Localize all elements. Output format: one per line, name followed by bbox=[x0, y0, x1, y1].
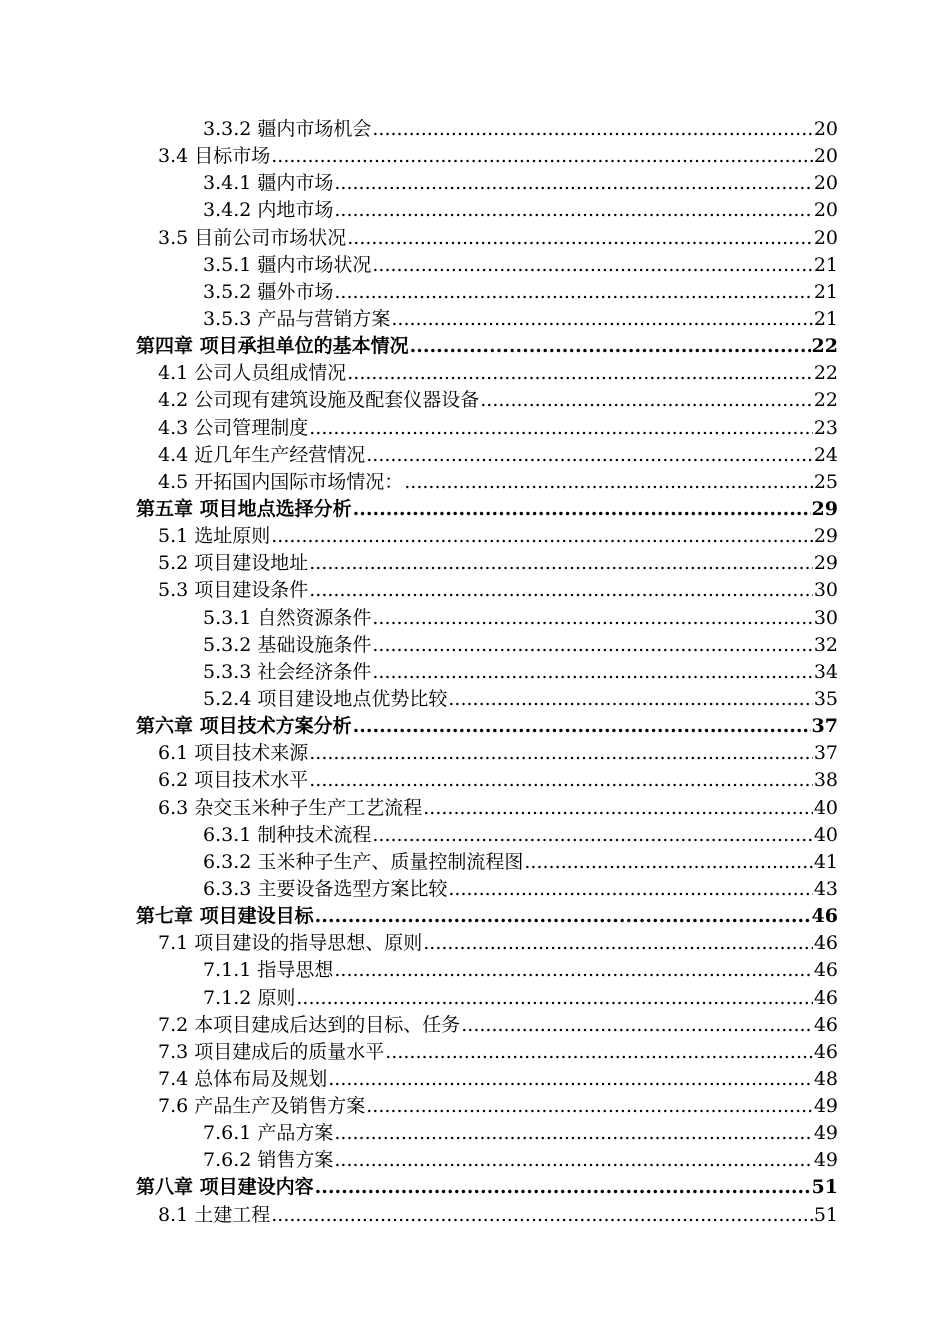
toc-dot-leader bbox=[334, 281, 812, 303]
toc-entry-title: 3.5.1 疆内市场状况 bbox=[203, 253, 372, 276]
toc-dot-leader bbox=[423, 932, 813, 954]
toc-entry-title: 3.5 目前公司市场状况 bbox=[158, 226, 347, 249]
toc-entry-title: 3.5.2 疆外市场 bbox=[203, 280, 334, 303]
toc-dot-leader bbox=[271, 525, 813, 547]
toc-entry[interactable] bbox=[136, 575, 838, 602]
toc-entry-title: 5.3.1 自然资源条件 bbox=[203, 606, 372, 629]
toc-page-number: 22 bbox=[813, 389, 838, 412]
toc-entry-title: 5.2 项目建设地址 bbox=[158, 552, 309, 575]
toc-dot-leader bbox=[309, 579, 813, 601]
toc-dot-leader bbox=[315, 1176, 811, 1198]
toc-entry[interactable] bbox=[136, 955, 838, 982]
toc-entry[interactable] bbox=[136, 168, 838, 195]
toc-page-number: 20 bbox=[813, 172, 838, 195]
toc-entry-title: 3.4 目标市场 bbox=[158, 145, 271, 168]
toc-dot-leader bbox=[315, 905, 811, 927]
toc-page-number: 20 bbox=[813, 199, 838, 222]
toc-entry-title: 7.6 产品生产及销售方案 bbox=[158, 1095, 366, 1118]
toc-entry[interactable] bbox=[136, 467, 838, 494]
toc-entry[interactable] bbox=[136, 738, 838, 765]
toc-page-number: 30 bbox=[813, 606, 838, 629]
toc-entry-title: 3.5.3 产品与营销方案 bbox=[203, 307, 391, 330]
toc-page-number: 20 bbox=[813, 118, 838, 140]
toc-entry-title: 3.4.1 疆内市场 bbox=[203, 172, 334, 195]
toc-dot-leader bbox=[334, 199, 812, 221]
toc-page-number: 20 bbox=[813, 226, 838, 249]
toc-dot-leader bbox=[353, 498, 811, 520]
toc-dot-leader bbox=[410, 335, 811, 357]
toc-entry-title: 7.2 本项目建成后达到的目标、任务 bbox=[158, 1013, 461, 1036]
toc-entry[interactable] bbox=[136, 928, 838, 955]
toc-entry[interactable] bbox=[136, 195, 838, 222]
toc-dot-leader bbox=[480, 389, 813, 411]
toc-dot-leader bbox=[372, 824, 812, 846]
toc-page-number: 46 bbox=[813, 959, 838, 982]
toc-page-number: 21 bbox=[813, 253, 838, 276]
toc-entry-title: 8.1 土建工程 bbox=[158, 1203, 271, 1226]
toc-dot-leader bbox=[391, 308, 812, 330]
toc-entry[interactable] bbox=[136, 630, 838, 657]
toc-dot-leader bbox=[404, 471, 813, 493]
toc-page-number: 48 bbox=[813, 1067, 838, 1090]
toc-page-number: 25 bbox=[813, 470, 838, 493]
toc-dot-leader bbox=[385, 1041, 813, 1063]
toc-page-number: 51 bbox=[811, 1176, 838, 1199]
toc-entry[interactable] bbox=[136, 1118, 838, 1145]
toc-entry-title: 7.3 项目建成后的质量水平 bbox=[158, 1040, 385, 1063]
toc-entry[interactable] bbox=[136, 765, 838, 792]
toc-dot-leader bbox=[448, 878, 812, 900]
toc-entry[interactable] bbox=[136, 440, 838, 467]
toc-page-number: 46 bbox=[813, 932, 838, 955]
toc-entry-title: 5.3 项目建设条件 bbox=[158, 579, 309, 602]
toc-entry-title: 6.2 项目技术水平 bbox=[158, 769, 309, 792]
toc-entry[interactable] bbox=[136, 141, 838, 168]
toc-dot-leader bbox=[372, 607, 812, 629]
toc-entry[interactable] bbox=[136, 1037, 838, 1064]
toc-entry-title: 5.3.2 基础设施条件 bbox=[203, 633, 372, 656]
toc-entry[interactable] bbox=[136, 1091, 838, 1118]
toc-entry[interactable] bbox=[136, 250, 838, 277]
toc-entry-title: 7.1 项目建设的指导思想、原则 bbox=[158, 932, 423, 955]
toc-entry-title: 4.1 公司人员组成情况 bbox=[158, 362, 347, 385]
toc-page-number: 29 bbox=[813, 552, 838, 575]
toc-page-number: 46 bbox=[811, 905, 838, 928]
toc-page-number: 20 bbox=[813, 145, 838, 168]
toc-page-number: 43 bbox=[813, 877, 838, 900]
toc-dot-leader bbox=[309, 742, 813, 764]
toc-dot-leader bbox=[347, 362, 813, 384]
toc-entry-title: 第八章 项目建设内容 bbox=[136, 1176, 314, 1199]
toc-entry-title: 第六章 项目技术方案分析 bbox=[136, 715, 352, 738]
toc-dot-leader bbox=[423, 797, 813, 819]
toc-page-number: 51 bbox=[813, 1203, 838, 1226]
toc-entry[interactable] bbox=[136, 684, 838, 711]
toc-entry-title: 5.2.4 项目建设地点优势比较 bbox=[203, 687, 448, 710]
toc-entry-title: 7.6.1 产品方案 bbox=[203, 1122, 334, 1145]
toc-page-number: 21 bbox=[813, 280, 838, 303]
toc-dot-leader bbox=[271, 1204, 813, 1226]
toc-dot-leader bbox=[328, 1068, 813, 1090]
toc-page-number: 46 bbox=[813, 986, 838, 1009]
toc-page-number: 35 bbox=[813, 687, 838, 710]
toc-entry[interactable] bbox=[136, 820, 838, 847]
toc-page-number: 46 bbox=[813, 1040, 838, 1063]
toc-entry-title: 第四章 项目承担单位的基本情况 bbox=[136, 335, 409, 358]
toc-entry-title: 3.3.2 疆内市场机会 bbox=[203, 118, 372, 140]
toc-page-number: 21 bbox=[813, 307, 838, 330]
toc-dot-leader bbox=[353, 715, 811, 737]
toc-entry-title: 7.4 总体布局及规划 bbox=[158, 1067, 328, 1090]
toc-entry[interactable] bbox=[136, 847, 838, 874]
toc-entry-title: 7.6.2 销售方案 bbox=[203, 1149, 334, 1172]
toc-page-number: 37 bbox=[811, 715, 838, 738]
toc-entry[interactable] bbox=[136, 223, 838, 250]
toc-page-number: 37 bbox=[813, 742, 838, 765]
toc-entry-title: 7.1.2 原则 bbox=[203, 986, 296, 1009]
toc-entry-title: 6.3 杂交玉米种子生产工艺流程 bbox=[158, 796, 423, 819]
toc-dot-leader bbox=[334, 1122, 812, 1144]
toc-entry-title: 3.4.2 内地市场 bbox=[203, 199, 334, 222]
toc-entry[interactable] bbox=[136, 657, 838, 684]
toc-entry[interactable] bbox=[136, 793, 838, 820]
toc-entry[interactable] bbox=[136, 983, 838, 1010]
toc-entry[interactable] bbox=[136, 603, 838, 630]
toc-dot-leader bbox=[309, 552, 813, 574]
toc-dot-leader bbox=[524, 851, 812, 873]
toc-page-number: 49 bbox=[813, 1095, 838, 1118]
toc-page-number: 40 bbox=[813, 823, 838, 846]
toc-dot-leader bbox=[334, 959, 812, 981]
toc-entry-title: 4.5 开拓国内国际市场情况： bbox=[158, 470, 404, 493]
toc-dot-leader bbox=[309, 417, 813, 439]
toc-entry[interactable] bbox=[136, 548, 838, 575]
toc-dot-leader bbox=[372, 661, 812, 683]
toc-page-number: 23 bbox=[813, 416, 838, 439]
toc-page-number: 38 bbox=[813, 769, 838, 792]
toc-entry[interactable] bbox=[136, 304, 838, 331]
toc-entry[interactable] bbox=[136, 1145, 838, 1172]
toc-page-number: 29 bbox=[813, 525, 838, 548]
toc-chapter-entry[interactable] bbox=[136, 901, 838, 928]
toc-entry[interactable] bbox=[136, 277, 838, 304]
toc-entry-title: 5.3.3 社会经济条件 bbox=[203, 660, 372, 683]
toc-entry[interactable] bbox=[136, 358, 838, 385]
toc-dot-leader bbox=[296, 987, 812, 1009]
toc-dot-leader bbox=[309, 769, 813, 791]
toc-dot-leader bbox=[372, 118, 812, 140]
toc-entry-title: 第五章 项目地点选择分析 bbox=[136, 497, 352, 520]
toc-entry-title: 5.1 选址原则 bbox=[158, 525, 271, 548]
toc-dot-leader bbox=[461, 1014, 813, 1036]
toc-entry[interactable] bbox=[136, 874, 838, 901]
toc-entry-title: 6.3.2 玉米种子生产、质量控制流程图 bbox=[203, 850, 524, 873]
toc-entry[interactable] bbox=[136, 1010, 838, 1037]
toc-entry[interactable] bbox=[136, 521, 838, 548]
toc-page-number: 40 bbox=[813, 796, 838, 819]
toc-dot-leader bbox=[372, 634, 812, 656]
toc-entry[interactable] bbox=[136, 385, 838, 412]
toc-entry[interactable] bbox=[136, 1200, 838, 1227]
toc-page-number: 49 bbox=[813, 1149, 838, 1172]
toc-page-number: 49 bbox=[813, 1122, 838, 1145]
toc-entry[interactable] bbox=[136, 1064, 838, 1091]
toc-entry-title: 7.1.1 指导思想 bbox=[203, 959, 334, 982]
toc-entry-title: 6.3.1 制种技术流程 bbox=[203, 823, 372, 846]
toc-entry[interactable] bbox=[136, 413, 838, 440]
toc-dot-leader bbox=[366, 444, 813, 466]
toc-page-number: 41 bbox=[813, 850, 838, 873]
toc-page-number: 32 bbox=[813, 633, 838, 656]
toc-page-number: 46 bbox=[813, 1013, 838, 1036]
toc-page-number: 22 bbox=[813, 362, 838, 385]
toc-page-number: 30 bbox=[813, 579, 838, 602]
toc-entry-title: 6.1 项目技术来源 bbox=[158, 742, 309, 765]
toc-page-number: 34 bbox=[813, 660, 838, 683]
table-of-contents bbox=[136, 114, 838, 1227]
toc-entry-title: 4.2 公司现有建筑设施及配套仪器设备 bbox=[158, 389, 480, 412]
toc-dot-leader bbox=[372, 254, 812, 276]
toc-page-number: 29 bbox=[811, 497, 838, 520]
toc-entry-title: 4.3 公司管理制度 bbox=[158, 416, 309, 439]
toc-dot-leader bbox=[334, 1149, 812, 1171]
toc-chapter-entry[interactable] bbox=[136, 711, 838, 738]
toc-chapter-entry[interactable] bbox=[136, 494, 838, 521]
toc-page-number: 22 bbox=[811, 335, 838, 358]
toc-entry-title: 第七章 项目建设目标 bbox=[136, 905, 314, 928]
toc-dot-leader bbox=[448, 688, 812, 710]
toc-dot-leader bbox=[366, 1095, 813, 1117]
toc-dot-leader bbox=[334, 172, 812, 194]
toc-page-number: 24 bbox=[813, 443, 838, 466]
toc-entry[interactable] bbox=[136, 114, 838, 141]
toc-chapter-entry[interactable] bbox=[136, 331, 838, 358]
toc-chapter-entry[interactable] bbox=[136, 1172, 838, 1199]
toc-dot-leader bbox=[347, 227, 813, 249]
toc-entry-title: 4.4 近几年生产经营情况 bbox=[158, 443, 366, 466]
toc-entry-title: 6.3.3 主要设备选型方案比较 bbox=[203, 877, 448, 900]
toc-dot-leader bbox=[271, 145, 813, 167]
